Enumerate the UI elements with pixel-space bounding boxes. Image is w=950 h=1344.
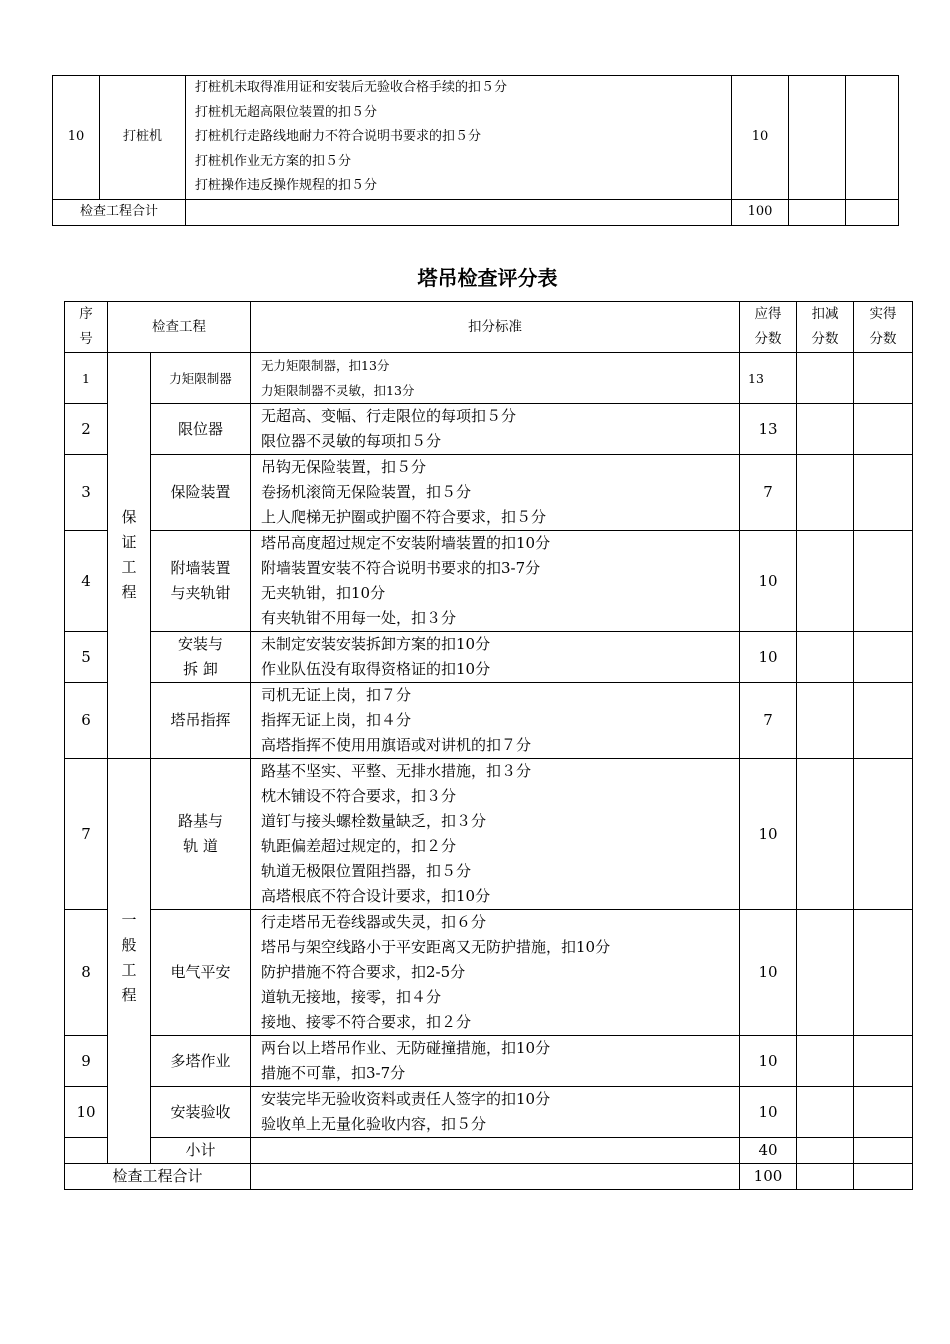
inspection-item: 塔吊指挥 <box>151 683 251 759</box>
actual-score-cell[interactable] <box>854 455 913 531</box>
criteria-line: 卷扬机滚筒无保险装置，扣５分 <box>261 483 472 501</box>
criteria-line: 接地、接零不符合要求，扣２分 <box>261 1013 472 1031</box>
criteria-line: 路基不坚实、平整、无排水措施，扣３分 <box>261 762 532 780</box>
inspection-item: 力矩限制器 <box>151 353 251 404</box>
criteria-line: 司机无证上岗，扣７分 <box>261 686 412 704</box>
deduction-criteria <box>251 455 740 531</box>
criteria-line: 道轨无接地，接零，扣４分 <box>261 988 442 1006</box>
criteria-line: 无夹轨钳，扣10分 <box>261 584 386 602</box>
criteria-line: 作业队伍没有取得资格证的扣10分 <box>261 660 491 678</box>
inspection-item: 安装验收 <box>151 1087 251 1138</box>
criteria-line: 两台以上塔吊作业、无防碰撞措施，扣10分 <box>261 1039 551 1057</box>
table-row <box>65 910 913 1036</box>
should-score: 10 <box>740 910 797 1036</box>
should-score: 10 <box>740 759 797 910</box>
criteria-line: 高塔指挥不使用用旗语或对讲机的扣７分 <box>261 736 532 754</box>
inspection-item: 限位器 <box>151 404 251 455</box>
criteria-line: 力矩限制器不灵敏，扣13分 <box>261 383 415 398</box>
should-score: 10 <box>740 1087 797 1138</box>
criteria-line: 防护措施不符合要求，扣2-5分 <box>261 963 466 981</box>
table-row <box>65 632 913 683</box>
category-general: 一般工程 <box>108 759 151 1164</box>
criteria-line: 打桩机未取得准用证和安装后无验收合格手续的扣５分 <box>195 80 508 95</box>
table-row <box>65 455 913 531</box>
criteria-line: 高塔根底不符合设计要求，扣10分 <box>261 887 491 905</box>
table-row <box>65 531 913 632</box>
empty-cell <box>65 1138 108 1164</box>
actual-score-cell[interactable] <box>846 199 899 225</box>
criteria-line: 轨道无极限位置阻挡器，扣５分 <box>261 862 472 880</box>
actual-score-cell[interactable] <box>854 1036 913 1087</box>
inspection-item: 多塔作业 <box>151 1036 251 1087</box>
deduction-criteria <box>251 404 740 455</box>
inspection-item: 路基与 轨 道 <box>151 759 251 910</box>
row-number: 6 <box>65 683 108 759</box>
deduction-criteria <box>251 632 740 683</box>
header-criteria: 扣分标准 <box>251 302 740 353</box>
criteria-line: 验收单上无量化验收内容，扣５分 <box>261 1115 487 1133</box>
deduct-score-cell[interactable] <box>797 353 854 404</box>
should-score: 10 <box>740 1036 797 1087</box>
should-score: 10 <box>732 76 789 200</box>
deduction-criteria <box>251 531 740 632</box>
should-score: 7 <box>740 455 797 531</box>
criteria-line: 塔吊与架空线路小于平安距离又无防护措施，扣10分 <box>261 938 611 956</box>
actual-score-cell[interactable] <box>854 1138 913 1164</box>
deduct-score-cell[interactable] <box>797 632 854 683</box>
page-title: 塔吊检查评分表 <box>417 266 558 290</box>
row-number: 4 <box>65 531 108 632</box>
criteria-line: 打桩机作业无方案的扣５分 <box>195 153 352 169</box>
table-row <box>65 404 913 455</box>
deduction-criteria <box>251 1087 740 1138</box>
deduct-score-cell[interactable] <box>789 76 846 200</box>
should-score: 7 <box>740 683 797 759</box>
actual-score-cell[interactable] <box>854 910 913 1036</box>
deduct-score-cell[interactable] <box>797 683 854 759</box>
should-score: 13 <box>740 404 797 455</box>
criteria-line: 措施不可靠，扣3-7分 <box>261 1064 406 1082</box>
row-number: 3 <box>65 455 108 531</box>
deduction-criteria <box>251 1036 740 1087</box>
deduct-score-cell[interactable] <box>797 531 854 632</box>
row-number: 1 <box>65 353 108 404</box>
should-score: 10 <box>740 632 797 683</box>
deduction-criteria <box>251 910 740 1036</box>
table-row <box>65 683 913 759</box>
total-score: 100 <box>740 1164 797 1190</box>
criteria-line: 行走塔吊无卷线器或失灵，扣６分 <box>261 913 487 931</box>
subtotal-score: 40 <box>740 1138 797 1164</box>
row-number: 10 <box>65 1087 108 1138</box>
criteria-line: 未制定安装安装拆卸方案的扣10分 <box>261 635 491 653</box>
row-number: 8 <box>65 910 108 1036</box>
row-number: 5 <box>65 632 108 683</box>
actual-score-cell[interactable] <box>854 404 913 455</box>
table-row <box>65 759 913 910</box>
inspection-item: 安装与 拆 卸 <box>151 632 251 683</box>
header-item: 检查工程 <box>108 302 251 353</box>
subtotal-label: 小计 <box>151 1138 251 1164</box>
deduction-criteria <box>251 683 740 759</box>
criteria-line: 轨距偏差超过规定的，扣２分 <box>261 837 457 855</box>
actual-score-cell[interactable] <box>854 759 913 910</box>
should-score: 10 <box>740 531 797 632</box>
criteria-line: 安装完毕无验收资料或责任人签字的扣10分 <box>261 1090 551 1108</box>
actual-score-cell[interactable] <box>846 76 899 200</box>
header-actual: 实得分数 <box>854 302 913 353</box>
actual-score-cell[interactable] <box>854 632 913 683</box>
deduction-criteria <box>186 76 732 200</box>
total-row <box>65 1164 913 1190</box>
category-guarantee: 保证工程 <box>108 353 151 759</box>
tower-crane-score-table <box>64 301 913 1190</box>
deduct-score-cell[interactable] <box>797 1138 854 1164</box>
table-row <box>65 1036 913 1087</box>
deduct-score-cell[interactable] <box>797 759 854 910</box>
deduct-score-cell[interactable] <box>789 199 846 225</box>
deduct-score-cell[interactable] <box>797 404 854 455</box>
actual-score-cell[interactable] <box>854 1164 913 1190</box>
inspection-item: 打桩机 <box>100 76 186 200</box>
deduction-criteria <box>251 353 740 404</box>
row-number: 2 <box>65 404 108 455</box>
criteria-line: 塔吊高度超过规定不安装附墙装置的扣10分 <box>261 534 551 552</box>
total-label: 检查工程合计 <box>53 199 186 225</box>
empty-cell <box>251 1164 740 1190</box>
header-row <box>65 302 913 353</box>
criteria-line: 有夹轨钳不用每一处，扣３分 <box>261 609 457 627</box>
table-row <box>65 1087 913 1138</box>
criteria-line: 枕木铺设不符合要求，扣３分 <box>261 787 457 805</box>
table-row <box>53 76 899 200</box>
criteria-line: 吊钩无保险装置，扣５分 <box>261 458 427 476</box>
criteria-line: 附墙装置安装不符合说明书要求的扣3-7分 <box>261 559 541 577</box>
inspection-item: 电气平安 <box>151 910 251 1036</box>
criteria-line: 打桩机无超高限位装置的扣５分 <box>195 104 378 120</box>
inspection-item: 保险装置 <box>151 455 251 531</box>
criteria-line: 打桩操作违反操作规程的扣５分 <box>195 178 378 194</box>
total-row <box>53 199 899 225</box>
empty-cell <box>186 199 732 225</box>
actual-score-cell[interactable] <box>854 1087 913 1138</box>
header-deduct: 扣减分数 <box>797 302 854 353</box>
actual-score-cell[interactable] <box>854 353 913 404</box>
actual-score-cell[interactable] <box>854 683 913 759</box>
table-row <box>65 353 913 404</box>
header-should-score: 应得分数 <box>740 302 797 353</box>
total-label: 检查工程合计 <box>65 1164 251 1190</box>
criteria-line: 限位器不灵敏的每项扣５分 <box>261 432 442 450</box>
actual-score-cell[interactable] <box>854 531 913 632</box>
should-score: 13 <box>740 353 797 404</box>
deduct-score-cell[interactable] <box>797 1087 854 1138</box>
empty-cell <box>251 1138 740 1164</box>
row-number: 7 <box>65 759 108 910</box>
criteria-line: 打桩机行走路线地耐力不符合说明书要求的扣５分 <box>195 129 482 145</box>
previous-score-table <box>52 75 899 226</box>
criteria-line: 道钉与接头螺栓数量缺乏，扣３分 <box>261 812 487 830</box>
inspection-item: 附墙装置 与夹轨钳 <box>151 531 251 632</box>
criteria-line: 上人爬梯无护圈或护圈不符合要求，扣５分 <box>261 508 547 526</box>
deduct-score-cell[interactable] <box>797 910 854 1036</box>
subtotal-row <box>65 1138 913 1164</box>
total-score: 100 <box>732 199 789 225</box>
deduction-criteria <box>251 759 740 910</box>
row-number: 10 <box>53 76 100 200</box>
criteria-line: 指挥无证上岗，扣４分 <box>261 711 412 729</box>
header-number: 序号 <box>65 302 108 353</box>
deduct-score-cell[interactable] <box>797 455 854 531</box>
criteria-line: 无超高、变幅、行走限位的每项扣５分 <box>261 407 517 425</box>
deduct-score-cell[interactable] <box>797 1036 854 1087</box>
criteria-line: 无力矩限制器，扣13分 <box>261 358 390 373</box>
deduct-score-cell[interactable] <box>797 1164 854 1190</box>
row-number: 9 <box>65 1036 108 1087</box>
